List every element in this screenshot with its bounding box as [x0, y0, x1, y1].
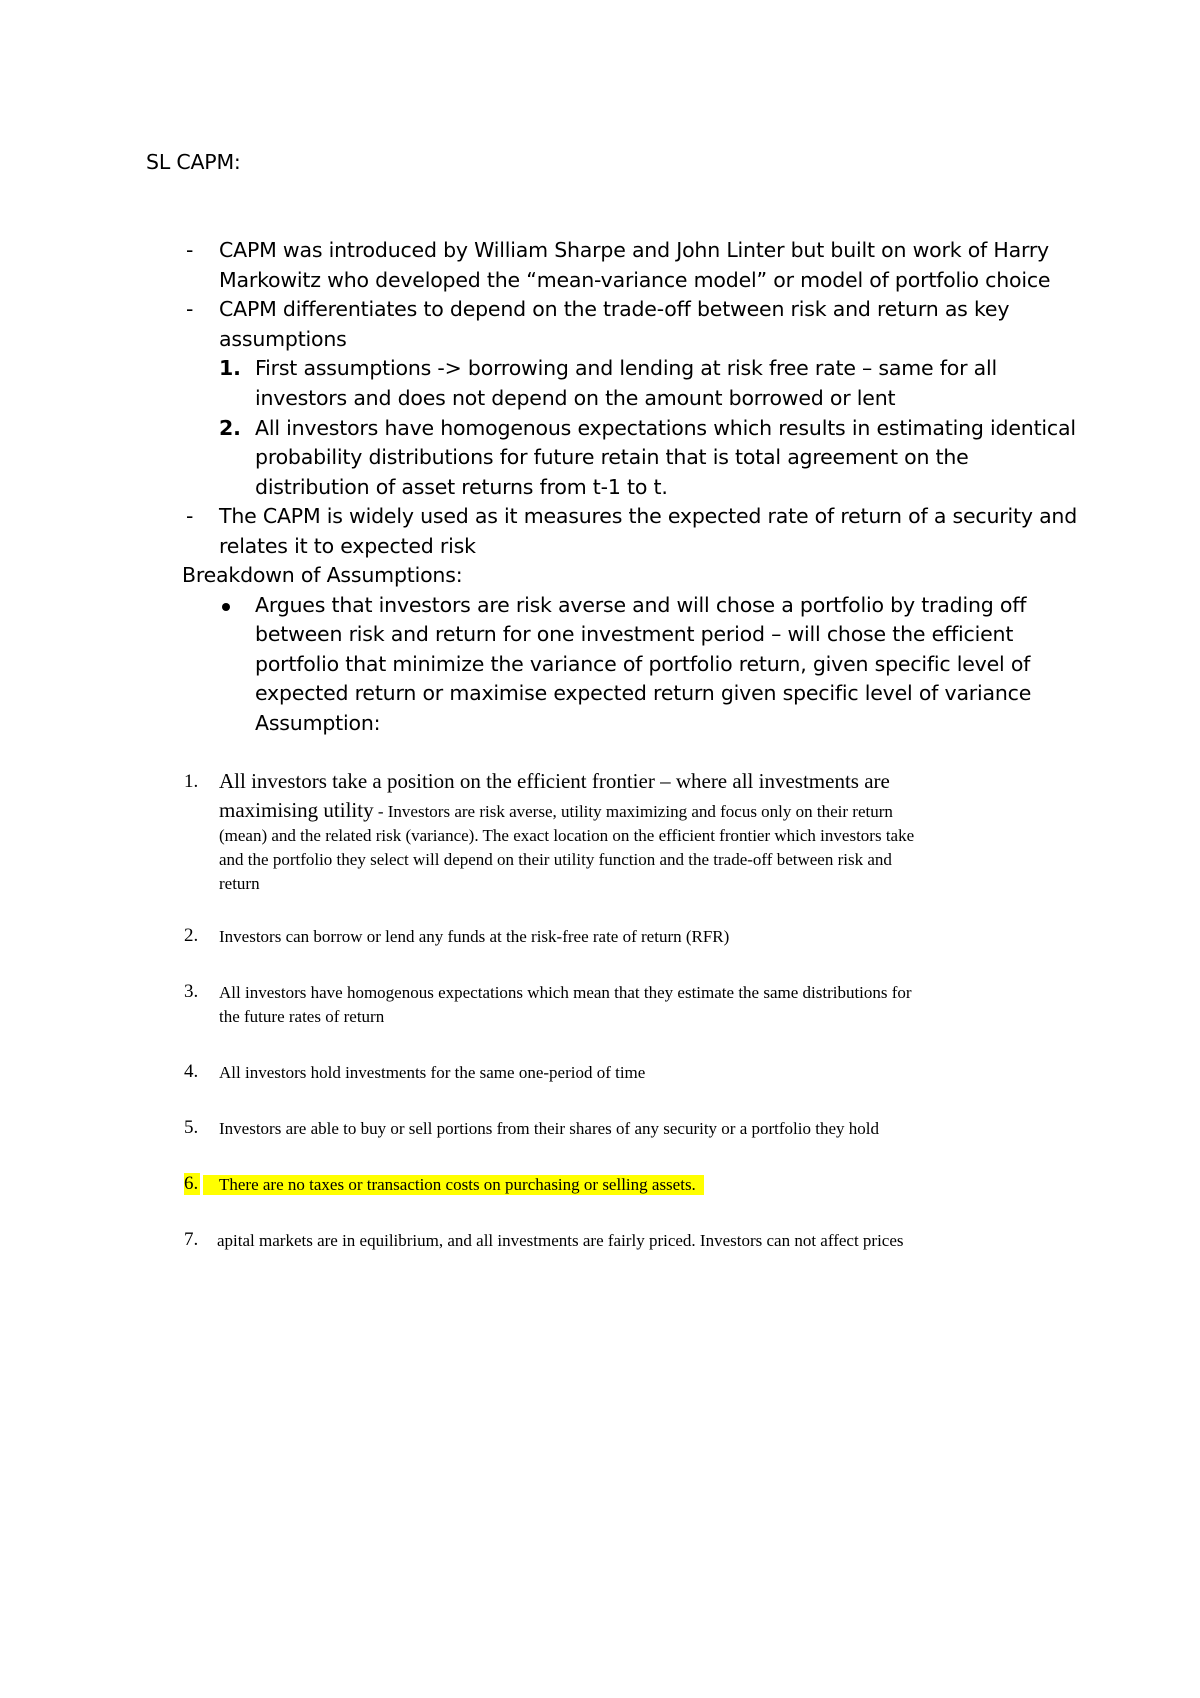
intro-item-1-line-2: Markowitz who developed the “mean-variance model” or model of portfolio choice [219, 268, 1051, 292]
intro-item-3-line-1: The CAPM is widely used as it measures the expected rate of return of a security and [219, 504, 1078, 528]
assumption-1-line-3: (mean) and the related risk (variance). The exact location on the efficient frontier which investors take [219, 826, 915, 845]
intro-item-2-line-2: assumptions [219, 327, 347, 351]
breakdown-heading: Breakdown of Assumptions: [182, 563, 463, 587]
sub-item-1-line-1: First assumptions -> borrowing and lending at risk free rate – same for all [255, 356, 998, 380]
sub-item-2-line-3: distribution of asset returns from t-1 to t. [255, 475, 668, 499]
breakdown-line-1: Argues that investors are risk averse and will chose a portfolio by trading off [255, 593, 1027, 617]
intro-item-1-line-1: CAPM was introduced by William Sharpe and John Linter but built on work of Harry [219, 238, 1049, 262]
assumption-1-line-1: All investors take a position on the efficient frontier – where all investments are [219, 769, 890, 793]
dash-marker: - [186, 238, 194, 262]
dash-marker: - [186, 504, 194, 528]
sub-item-2-line-2: probability distributions for future retain that is total agreement on the [255, 445, 969, 469]
assumption-number-highlighted: 6. [184, 1173, 199, 1194]
sub-item-2-line-1: All investors have homogenous expectations which results in estimating identical [255, 416, 1076, 440]
breakdown-line-4: expected return or maximise expected return given specific level of variance [255, 681, 1032, 705]
assumption-1-line-5: return [219, 874, 260, 893]
intro-item-3-line-2: relates it to expected risk [219, 534, 476, 558]
assumption-1-emphasis: maximising utility [219, 798, 374, 822]
assumption-number: 1. [184, 771, 199, 792]
breakdown-line-3: portfolio that minimize the variance of portfolio return, given specific level of [255, 652, 1031, 676]
bullet-dot-icon [222, 603, 230, 611]
assumption-number: 5. [184, 1117, 199, 1138]
sub-number: 2. [219, 416, 241, 440]
assumption-3-line-2: the future rates of return [219, 1007, 385, 1026]
assumption-number: 7. [184, 1229, 199, 1250]
dash-marker: - [186, 297, 194, 321]
page-title: SL CAPM: [146, 150, 241, 174]
assumption-3-line-1: All investors have homogenous expectations which mean that they estimate the same distributions for [219, 983, 912, 1002]
intro-item-2-line-1: CAPM differentiates to depend on the trade-off between risk and return as key [219, 297, 1010, 321]
assumption-5-line-1: Investors are able to buy or sell portions from their shares of any security or a portfolio they hold [219, 1119, 879, 1138]
assumption-7-line-1: apital markets are in equilibrium, and all investments are fairly priced. Investors can not affect prices [217, 1231, 904, 1250]
assumption-number: 2. [184, 925, 199, 946]
assumption-1-line-2-rest: - Investors are risk averse, utility maximizing and focus only on their return [373, 802, 893, 821]
assumption-number: 3. [184, 981, 199, 1002]
sub-item-1-line-2: investors and does not depend on the amount borrowed or lent [255, 386, 896, 410]
assumption-number: 4. [184, 1061, 199, 1082]
assumption-6-line-1: There are no taxes or transaction costs on purchasing or selling assets. [203, 1175, 704, 1195]
assumption-2-line-1: Investors can borrow or lend any funds at the risk-free rate of return (RFR) [219, 927, 730, 946]
breakdown-line-5: Assumption: [255, 711, 381, 735]
assumption-4-line-1: All investors hold investments for the same one-period of time [219, 1063, 646, 1082]
breakdown-line-2: between risk and return for one investment period – will chose the efficient [255, 622, 1014, 646]
sub-number: 1. [219, 356, 241, 380]
assumption-1-line-4: and the portfolio they select will depend on their utility function and the trade-off between risk and [219, 850, 892, 869]
assumption-1-line-2 [219, 798, 893, 823]
